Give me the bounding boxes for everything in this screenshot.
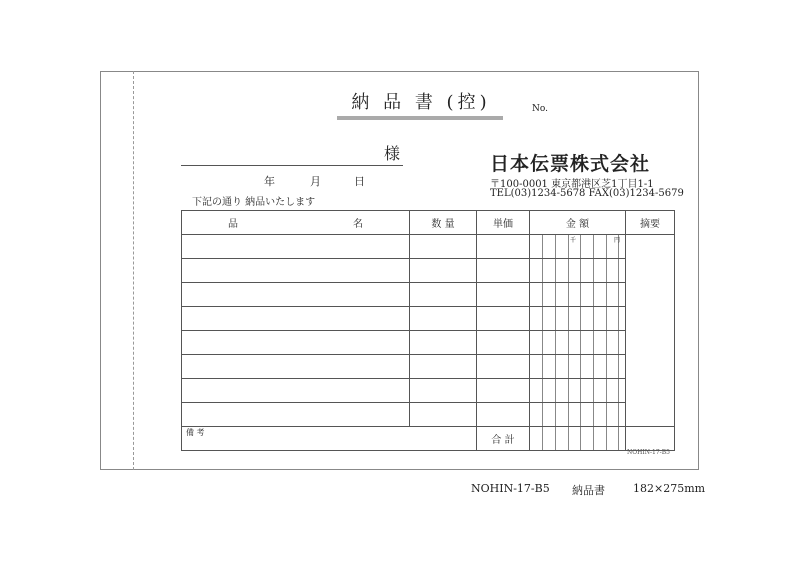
cell-qty	[410, 403, 477, 427]
remarks-row	[182, 427, 675, 451]
digit-divider	[580, 427, 581, 450]
cell-memo	[626, 355, 675, 379]
digit-divider	[580, 307, 581, 330]
cell-name	[182, 355, 410, 379]
cell-price	[477, 259, 530, 283]
table-row	[182, 331, 675, 355]
digit-divider	[568, 259, 569, 282]
date-month: 月	[310, 175, 321, 188]
digit-divider	[606, 307, 607, 330]
digit-divider	[555, 235, 556, 258]
header-memo: 摘要	[626, 211, 675, 235]
digit-divider	[542, 259, 543, 282]
digit-divider	[568, 307, 569, 330]
digit-divider	[606, 403, 607, 426]
digit-divider	[593, 259, 594, 282]
cell-amount	[530, 283, 626, 307]
cell-name	[182, 307, 410, 331]
cell-name	[182, 235, 410, 259]
yen-marker: 円	[614, 237, 621, 244]
digit-divider	[618, 379, 619, 402]
cell-qty	[410, 283, 477, 307]
total-label: 合 計	[477, 427, 530, 451]
digit-divider	[568, 235, 569, 258]
digit-divider	[593, 235, 594, 258]
cell-qty	[410, 259, 477, 283]
digit-divider	[542, 427, 543, 450]
digit-divider	[593, 379, 594, 402]
digit-divider	[606, 235, 607, 258]
digit-divider	[542, 355, 543, 378]
company-name: 日本伝票株式会社	[490, 153, 651, 175]
items-table	[181, 210, 675, 451]
digit-divider	[618, 283, 619, 306]
digit-divider	[542, 331, 543, 354]
digit-divider	[555, 331, 556, 354]
cell-price	[477, 283, 530, 307]
thousand-marker: 千	[570, 237, 577, 244]
digit-divider	[618, 307, 619, 330]
cell-memo	[626, 235, 675, 259]
cell-name	[182, 379, 410, 403]
memo-total-cell	[626, 427, 675, 451]
delivery-note: 下記の通り 納品いたします	[192, 197, 316, 208]
digit-divider	[568, 355, 569, 378]
header-price: 単価	[477, 211, 530, 235]
cell-memo	[626, 259, 675, 283]
digit-divider	[580, 283, 581, 306]
digit-divider	[568, 283, 569, 306]
cell-name	[182, 331, 410, 355]
digit-divider	[568, 403, 569, 426]
cell-qty	[410, 355, 477, 379]
cell-qty	[410, 307, 477, 331]
number-label: No.	[532, 104, 548, 114]
digit-divider	[580, 379, 581, 402]
cell-price	[477, 355, 530, 379]
company-tel-fax: TEL(03)1234-5678 FAX(03)1234-5679	[490, 188, 684, 199]
digit-divider	[555, 283, 556, 306]
digit-divider	[618, 403, 619, 426]
table-row	[182, 259, 675, 283]
digit-divider	[542, 379, 543, 402]
perforation-line	[133, 71, 134, 470]
digit-divider	[580, 403, 581, 426]
cell-price	[477, 331, 530, 355]
digit-divider	[580, 259, 581, 282]
cell-amount	[530, 259, 626, 283]
digit-divider	[580, 235, 581, 258]
digit-divider	[542, 307, 543, 330]
digit-divider	[555, 403, 556, 426]
digit-divider	[593, 403, 594, 426]
customer-suffix: 様	[384, 144, 401, 163]
cell-amount	[530, 403, 626, 427]
cell-amount	[530, 235, 626, 259]
cell-memo	[626, 307, 675, 331]
digit-divider	[555, 259, 556, 282]
date-day: 日	[354, 175, 365, 188]
form-code: NOHIN-17-B5	[627, 449, 670, 456]
title-underline	[337, 116, 503, 120]
digit-divider	[593, 283, 594, 306]
cell-qty	[410, 331, 477, 355]
cell-name	[182, 403, 410, 427]
table-row	[182, 403, 675, 427]
cell-price	[477, 403, 530, 427]
digit-divider	[606, 355, 607, 378]
digit-divider	[593, 307, 594, 330]
cell-qty	[410, 235, 477, 259]
digit-divider	[606, 427, 607, 450]
form-title: 納 品 書 (控)	[351, 92, 491, 113]
digit-divider	[618, 331, 619, 354]
cell-memo	[626, 331, 675, 355]
remarks-cell: 備 考	[182, 427, 477, 451]
digit-divider	[568, 331, 569, 354]
digit-divider	[593, 355, 594, 378]
digit-divider	[580, 331, 581, 354]
cell-price	[477, 379, 530, 403]
digit-divider	[618, 259, 619, 282]
customer-name-line	[181, 165, 403, 166]
digit-divider	[555, 427, 556, 450]
table-row	[182, 283, 675, 307]
digit-divider	[606, 379, 607, 402]
digit-divider	[606, 283, 607, 306]
table-row	[182, 235, 675, 259]
total-amount	[530, 427, 626, 451]
cell-memo	[626, 403, 675, 427]
digit-divider	[618, 427, 619, 450]
table-row	[182, 355, 675, 379]
digit-divider	[593, 427, 594, 450]
product-code: NOHIN-17-B5	[471, 482, 550, 495]
cell-memo	[626, 283, 675, 307]
cell-price	[477, 307, 530, 331]
digit-divider	[606, 331, 607, 354]
digit-divider	[542, 403, 543, 426]
table-row	[182, 379, 675, 403]
table-row	[182, 307, 675, 331]
cell-price	[477, 235, 530, 259]
cell-amount	[530, 331, 626, 355]
header-item-name: 品 名	[182, 211, 410, 235]
digit-divider	[568, 427, 569, 450]
digit-divider	[618, 355, 619, 378]
digit-divider	[555, 355, 556, 378]
date-year: 年	[264, 175, 275, 188]
digit-divider	[606, 259, 607, 282]
header-amount: 金 額	[530, 211, 626, 235]
digit-divider	[542, 235, 543, 258]
cell-amount	[530, 379, 626, 403]
digit-divider	[580, 355, 581, 378]
cell-memo	[626, 379, 675, 403]
digit-divider	[568, 379, 569, 402]
header-qty: 数 量	[410, 211, 477, 235]
cell-name	[182, 259, 410, 283]
cell-name	[182, 283, 410, 307]
company-address: 〒100-0001 東京都港区芝1丁目1-1	[490, 179, 654, 190]
table-header	[182, 211, 675, 235]
cell-qty	[410, 379, 477, 403]
digit-divider	[555, 307, 556, 330]
digit-divider	[555, 379, 556, 402]
digit-divider	[542, 283, 543, 306]
cell-amount	[530, 307, 626, 331]
cell-amount	[530, 355, 626, 379]
product-size: 182×275mm	[633, 482, 706, 495]
digit-divider	[593, 331, 594, 354]
product-name: 納品書	[572, 484, 605, 497]
